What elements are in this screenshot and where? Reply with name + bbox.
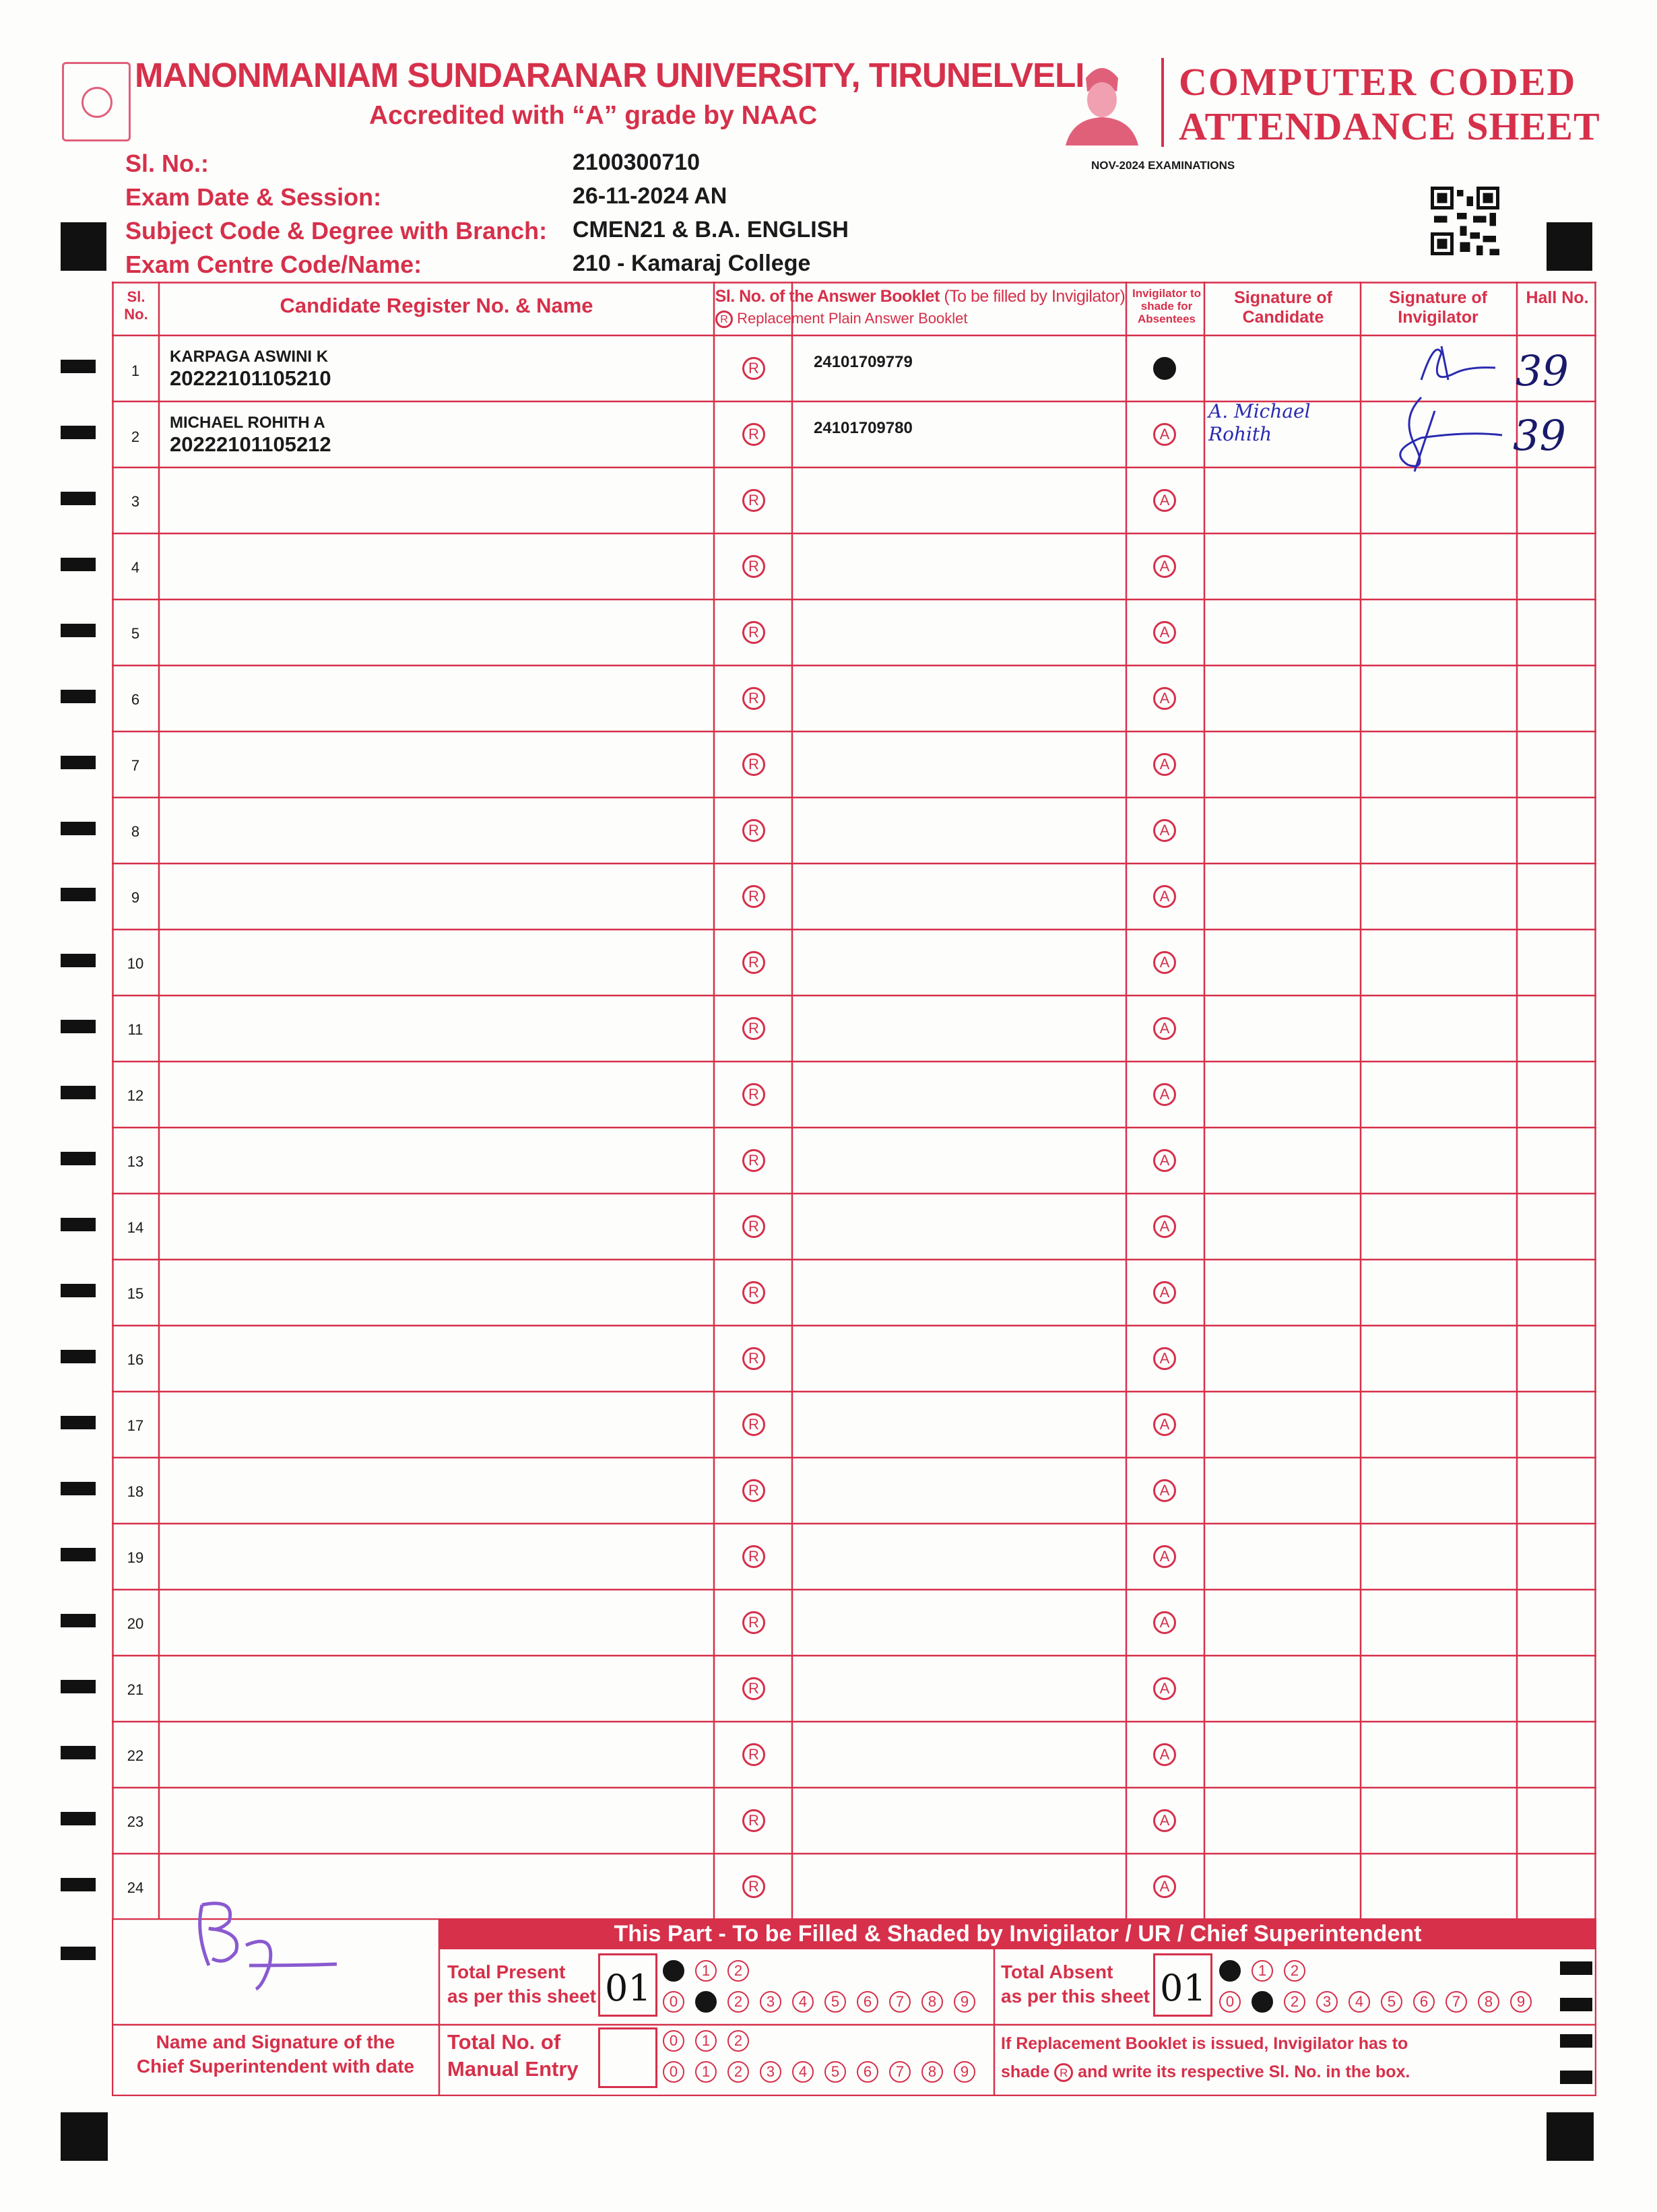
replacement-bubble[interactable]: R bbox=[742, 1677, 765, 1700]
row-number: 2 bbox=[131, 428, 140, 445]
total-absent-value: 01 bbox=[1160, 1967, 1206, 2009]
units-digit-bubble[interactable]: 8 bbox=[921, 2061, 943, 2083]
replacement-bubble[interactable]: R bbox=[742, 1875, 765, 1898]
timing-mark bbox=[61, 1614, 96, 1627]
university-name: MANONMANIAM SUNDARANAR UNIVERSITY, TIRUNELVELI bbox=[135, 56, 1084, 94]
units-digit-bubble[interactable]: 2 bbox=[1284, 1991, 1305, 2013]
tens-digit-bubble[interactable]: 1 bbox=[695, 2030, 717, 2052]
units-digit-bubble[interactable] bbox=[1252, 1991, 1273, 2013]
timing-mark bbox=[61, 1746, 96, 1759]
absentee-bubble[interactable]: A bbox=[1153, 1545, 1176, 1568]
timing-mark bbox=[61, 1350, 96, 1363]
timing-mark bbox=[61, 1482, 96, 1495]
timing-mark bbox=[61, 558, 96, 571]
timing-mark bbox=[61, 888, 96, 901]
replacement-note-1: If Replacement Booklet is issued, Invigilator has to bbox=[1001, 2034, 1408, 2053]
timing-mark bbox=[61, 1878, 96, 1891]
units-digit-bubble[interactable]: 3 bbox=[760, 2061, 781, 2083]
total-absent-label-2: as per this sheet bbox=[1001, 1986, 1150, 2007]
timing-mark bbox=[61, 1947, 96, 1960]
registration-mark bbox=[1547, 222, 1592, 271]
manual-entry-label-1: Total No. of bbox=[447, 2030, 561, 2054]
centre-value: 210 - Kamaraj College bbox=[573, 251, 811, 276]
answer-booklet-number: 24101709779 bbox=[814, 353, 913, 371]
col-header-absent: Invigilator to shade for Absentees bbox=[1132, 287, 1201, 325]
replacement-bubble[interactable]: R bbox=[742, 1743, 765, 1766]
absentee-bubble[interactable]: A bbox=[1153, 1149, 1176, 1172]
absentee-bubble[interactable]: A bbox=[1153, 555, 1176, 578]
hall-no-row1: 39 bbox=[1516, 346, 1569, 395]
units-digit-bubble[interactable]: 2 bbox=[727, 2061, 749, 2083]
row-number: 3 bbox=[131, 493, 140, 510]
subject-label: Subject Code & Degree with Branch: bbox=[125, 217, 548, 245]
absentee-bubble[interactable]: A bbox=[1153, 1875, 1176, 1898]
absentee-bubble[interactable]: A bbox=[1153, 489, 1176, 512]
header-divider bbox=[1161, 58, 1164, 147]
replacement-note-2a: shade bbox=[1001, 2062, 1050, 2081]
row-number: 23 bbox=[127, 1813, 144, 1830]
register-number: 20222101105212 bbox=[170, 432, 331, 456]
row-number: 13 bbox=[127, 1153, 144, 1170]
col-header-candidate: Candidate Register No. & Name bbox=[280, 294, 593, 317]
timing-mark bbox=[61, 1152, 96, 1165]
timing-mark bbox=[61, 1284, 96, 1297]
units-digit-bubble[interactable]: 5 bbox=[824, 1991, 846, 2013]
tens-digit-bubble[interactable]: 2 bbox=[727, 1960, 749, 1982]
units-digit-bubble[interactable]: 4 bbox=[792, 1991, 814, 2013]
qr-code-icon bbox=[1431, 186, 1499, 256]
replacement-bubble[interactable]: R bbox=[742, 621, 765, 644]
row-number: 9 bbox=[131, 889, 140, 906]
replacement-bubble[interactable]: R bbox=[742, 1149, 765, 1172]
absentee-bubble[interactable]: A bbox=[1153, 819, 1176, 842]
absentee-bubble[interactable]: A bbox=[1153, 1347, 1176, 1370]
units-digit-bubble[interactable]: 6 bbox=[1413, 1991, 1435, 2013]
replacement-bubble[interactable]: R bbox=[742, 1479, 765, 1502]
absentee-bubble[interactable]: A bbox=[1153, 1743, 1176, 1766]
absentee-bubble[interactable]: A bbox=[1153, 951, 1176, 974]
units-digit-bubble[interactable]: 0 bbox=[663, 2061, 684, 2083]
absentee-bubble[interactable]: A bbox=[1153, 885, 1176, 908]
col-header-booklet-sub-label: Replacement Plain Answer Booklet bbox=[737, 310, 968, 327]
tens-digit-bubble[interactable] bbox=[1219, 1960, 1241, 1982]
row-number: 7 bbox=[131, 757, 140, 774]
row-number: 10 bbox=[127, 955, 144, 972]
answer-booklet-number: 24101709780 bbox=[814, 419, 913, 437]
row-number: 1 bbox=[131, 362, 140, 379]
row-number: 4 bbox=[131, 559, 140, 576]
absentee-bubble[interactable]: A bbox=[1153, 1413, 1176, 1436]
units-digit-bubble[interactable]: 6 bbox=[857, 2061, 878, 2083]
total-absent-label-1: Total Absent bbox=[1001, 1961, 1113, 1982]
row-number: 15 bbox=[127, 1285, 144, 1302]
timing-mark bbox=[61, 1218, 96, 1231]
total-present-label-1: Total Present bbox=[447, 1961, 566, 1982]
replacement-bubble[interactable]: R bbox=[742, 1017, 765, 1040]
row-number: 16 bbox=[127, 1351, 144, 1368]
registration-mark bbox=[1547, 2112, 1594, 2161]
absentee-bubble[interactable]: A bbox=[1153, 1017, 1176, 1040]
absentee-bubble[interactable]: A bbox=[1153, 423, 1176, 446]
col-header-booklet bbox=[714, 287, 1126, 306]
invigilator-signature-row1 bbox=[1394, 333, 1502, 397]
replacement-bubble[interactable]: R bbox=[742, 1413, 765, 1436]
absentee-bubble[interactable]: A bbox=[1153, 1479, 1176, 1502]
units-digit-bubble[interactable]: 9 bbox=[1510, 1991, 1532, 2013]
row-number: 18 bbox=[127, 1483, 144, 1500]
row-number: 20 bbox=[127, 1615, 144, 1632]
col-header-sig-candidate: Signature of Candidate bbox=[1234, 288, 1332, 327]
units-digit-bubble[interactable]: 7 bbox=[889, 2061, 911, 2083]
replacement-bubble[interactable]: R bbox=[742, 1611, 765, 1634]
col-header-slno: Sl. No. bbox=[124, 288, 148, 323]
units-digit-bubble[interactable]: 0 bbox=[1219, 1991, 1241, 2013]
absentee-bubble[interactable]: A bbox=[1153, 687, 1176, 710]
timing-mark bbox=[61, 426, 96, 439]
row-number: 5 bbox=[131, 625, 140, 642]
units-digit-bubble[interactable]: 7 bbox=[889, 1991, 911, 2013]
timing-mark bbox=[61, 1812, 96, 1825]
row-number: 8 bbox=[131, 823, 140, 840]
units-digit-bubble[interactable]: 4 bbox=[792, 2061, 814, 2083]
row-number: 14 bbox=[127, 1219, 144, 1236]
tens-digit-bubble[interactable]: 2 bbox=[1284, 1960, 1305, 1982]
candidate-name: KARPAGA ASWINI K bbox=[170, 348, 329, 366]
replacement-bubble[interactable]: R bbox=[742, 1809, 765, 1832]
attendance-table-grid bbox=[112, 282, 1596, 1918]
units-digit-bubble[interactable]: 8 bbox=[921, 1991, 943, 2013]
absentee-bubble[interactable]: A bbox=[1153, 1809, 1176, 1832]
tens-digit-bubble[interactable]: 1 bbox=[1252, 1960, 1273, 1982]
timing-mark bbox=[61, 1086, 96, 1099]
replacement-bubble[interactable]: R bbox=[742, 885, 765, 908]
founder-portrait-icon bbox=[1059, 58, 1145, 145]
timing-mark bbox=[61, 360, 96, 373]
units-digit-bubble[interactable]: 5 bbox=[824, 2061, 846, 2083]
timing-mark bbox=[61, 624, 96, 637]
replacement-note-2b: and write its respective Sl. No. in the box. bbox=[1078, 2062, 1410, 2081]
chief-label-1: Name and Signature of the bbox=[156, 2031, 395, 2052]
university-logo bbox=[62, 62, 131, 141]
accreditation-text: Accredited with “A” grade by NAAC bbox=[369, 101, 818, 130]
sl-no-label: Sl. No.: bbox=[125, 150, 209, 177]
replacement-symbol-icon: R bbox=[1054, 2063, 1073, 2082]
units-digit-bubble[interactable]: 0 bbox=[663, 1991, 684, 2013]
timing-mark bbox=[61, 1680, 96, 1693]
manual-entry-box[interactable] bbox=[598, 2027, 657, 2088]
replacement-bubble[interactable]: R bbox=[742, 819, 765, 842]
replacement-bubble[interactable]: R bbox=[742, 357, 765, 380]
row-number: 12 bbox=[127, 1087, 144, 1104]
replacement-bubble[interactable]: R bbox=[742, 1281, 765, 1304]
replacement-symbol-icon: R bbox=[715, 311, 733, 328]
units-digit-bubble[interactable]: 8 bbox=[1478, 1991, 1499, 2013]
invigilator-signature-row2 bbox=[1374, 391, 1509, 478]
chief-label-2: Chief Superintendent with date bbox=[136, 2056, 415, 2077]
replacement-bubble[interactable]: R bbox=[742, 1545, 765, 1568]
total-present-label-2: as per this sheet bbox=[447, 1986, 596, 2007]
registration-mark bbox=[61, 2112, 108, 2161]
units-digit-bubble[interactable] bbox=[695, 1991, 717, 2013]
hall-no-row2: 39 bbox=[1513, 411, 1566, 460]
units-digit-bubble[interactable]: 5 bbox=[1381, 1991, 1402, 2013]
register-number: 20222101105210 bbox=[170, 366, 331, 390]
row-number: 21 bbox=[127, 1681, 144, 1698]
units-digit-bubble[interactable]: 9 bbox=[954, 1991, 975, 2013]
row-number: 11 bbox=[127, 1021, 143, 1038]
replacement-bubble[interactable]: R bbox=[742, 687, 765, 710]
units-digit-bubble[interactable]: 3 bbox=[1316, 1991, 1338, 2013]
row-number: 19 bbox=[127, 1549, 144, 1566]
timing-mark bbox=[61, 756, 96, 769]
timing-mark bbox=[61, 954, 96, 967]
replacement-bubble[interactable]: R bbox=[742, 489, 765, 512]
col-header-sig-invigilator: Signature of Invigilator bbox=[1389, 288, 1487, 327]
candidate-signature-row2: A. Michael Rohith bbox=[1208, 400, 1311, 445]
exam-batch: NOV-2024 EXAMINATIONS bbox=[1091, 159, 1235, 172]
sheet-title-line2: ATTENDANCE SHEET bbox=[1179, 104, 1600, 148]
absentee-bubble[interactable]: A bbox=[1153, 753, 1176, 776]
invigilator-section-banner: This Part - To be Filled & Shaded by Invigilator / UR / Chief Superintendent bbox=[439, 1918, 1596, 1949]
row-number: 22 bbox=[127, 1747, 144, 1764]
tens-digit-bubble[interactable] bbox=[663, 1960, 684, 1982]
replacement-bubble[interactable]: R bbox=[742, 1215, 765, 1238]
registration-mark bbox=[61, 222, 106, 271]
replacement-bubble[interactable]: R bbox=[742, 1083, 765, 1106]
units-digit-bubble[interactable]: 1 bbox=[695, 2061, 717, 2083]
units-digit-bubble[interactable]: 9 bbox=[954, 2061, 975, 2083]
sheet-title-line1: COMPUTER CODED bbox=[1179, 60, 1577, 104]
col-header-booklet-sub bbox=[715, 310, 1119, 328]
units-digit-bubble[interactable]: 7 bbox=[1445, 1991, 1467, 2013]
units-digit-bubble[interactable]: 6 bbox=[857, 1991, 878, 2013]
absentee-bubble[interactable] bbox=[1153, 357, 1176, 380]
units-digit-bubble[interactable]: 2 bbox=[727, 1991, 749, 2013]
replacement-bubble[interactable]: R bbox=[742, 1347, 765, 1370]
col-header-booklet-note: (To be filled by Invigilator) bbox=[944, 287, 1126, 306]
sl-no-value: 2100300710 bbox=[573, 150, 701, 175]
tens-digit-bubble[interactable]: 1 bbox=[695, 1960, 717, 1982]
tens-digit-bubble[interactable]: 0 bbox=[663, 2030, 684, 2052]
timing-mark bbox=[61, 1416, 96, 1429]
timing-mark bbox=[61, 1020, 96, 1033]
timing-mark bbox=[61, 690, 96, 703]
absentee-bubble[interactable]: A bbox=[1153, 1677, 1176, 1700]
subject-value: CMEN21 & B.A. ENGLISH bbox=[573, 217, 849, 242]
date-label: Exam Date & Session: bbox=[125, 183, 382, 211]
manual-entry-label-2: Manual Entry bbox=[447, 2057, 579, 2081]
absentee-bubble[interactable]: A bbox=[1153, 1215, 1176, 1238]
absentee-bubble[interactable]: A bbox=[1153, 1611, 1176, 1634]
col-header-booklet-title: Sl. No. of the Answer Booklet bbox=[715, 287, 940, 306]
replacement-bubble[interactable]: R bbox=[742, 555, 765, 578]
total-present-value: 01 bbox=[605, 1967, 651, 2009]
absentee-bubble[interactable]: A bbox=[1153, 621, 1176, 644]
absentee-bubble[interactable]: A bbox=[1153, 1281, 1176, 1304]
centre-label: Exam Centre Code/Name: bbox=[125, 251, 422, 278]
absentee-bubble[interactable]: A bbox=[1153, 1083, 1176, 1106]
row-number: 6 bbox=[131, 691, 140, 708]
tens-digit-bubble[interactable]: 2 bbox=[727, 2030, 749, 2052]
units-digit-bubble[interactable]: 3 bbox=[760, 1991, 781, 2013]
replacement-note-2 bbox=[1001, 2060, 1410, 2084]
timing-mark bbox=[61, 1548, 96, 1561]
col-header-hall: Hall No. bbox=[1526, 288, 1589, 307]
replacement-bubble[interactable]: R bbox=[742, 423, 765, 446]
units-digit-bubble[interactable]: 4 bbox=[1349, 1991, 1370, 2013]
timing-mark bbox=[61, 822, 96, 835]
replacement-bubble[interactable]: R bbox=[742, 753, 765, 776]
replacement-bubble[interactable]: R bbox=[742, 951, 765, 974]
row-number: 24 bbox=[127, 1879, 144, 1896]
chief-superintendent-signature bbox=[182, 1891, 344, 1992]
timing-mark bbox=[61, 492, 96, 505]
date-value: 26-11-2024 AN bbox=[573, 183, 727, 209]
row-number: 17 bbox=[127, 1417, 144, 1434]
candidate-name: MICHAEL ROHITH A bbox=[170, 414, 325, 432]
